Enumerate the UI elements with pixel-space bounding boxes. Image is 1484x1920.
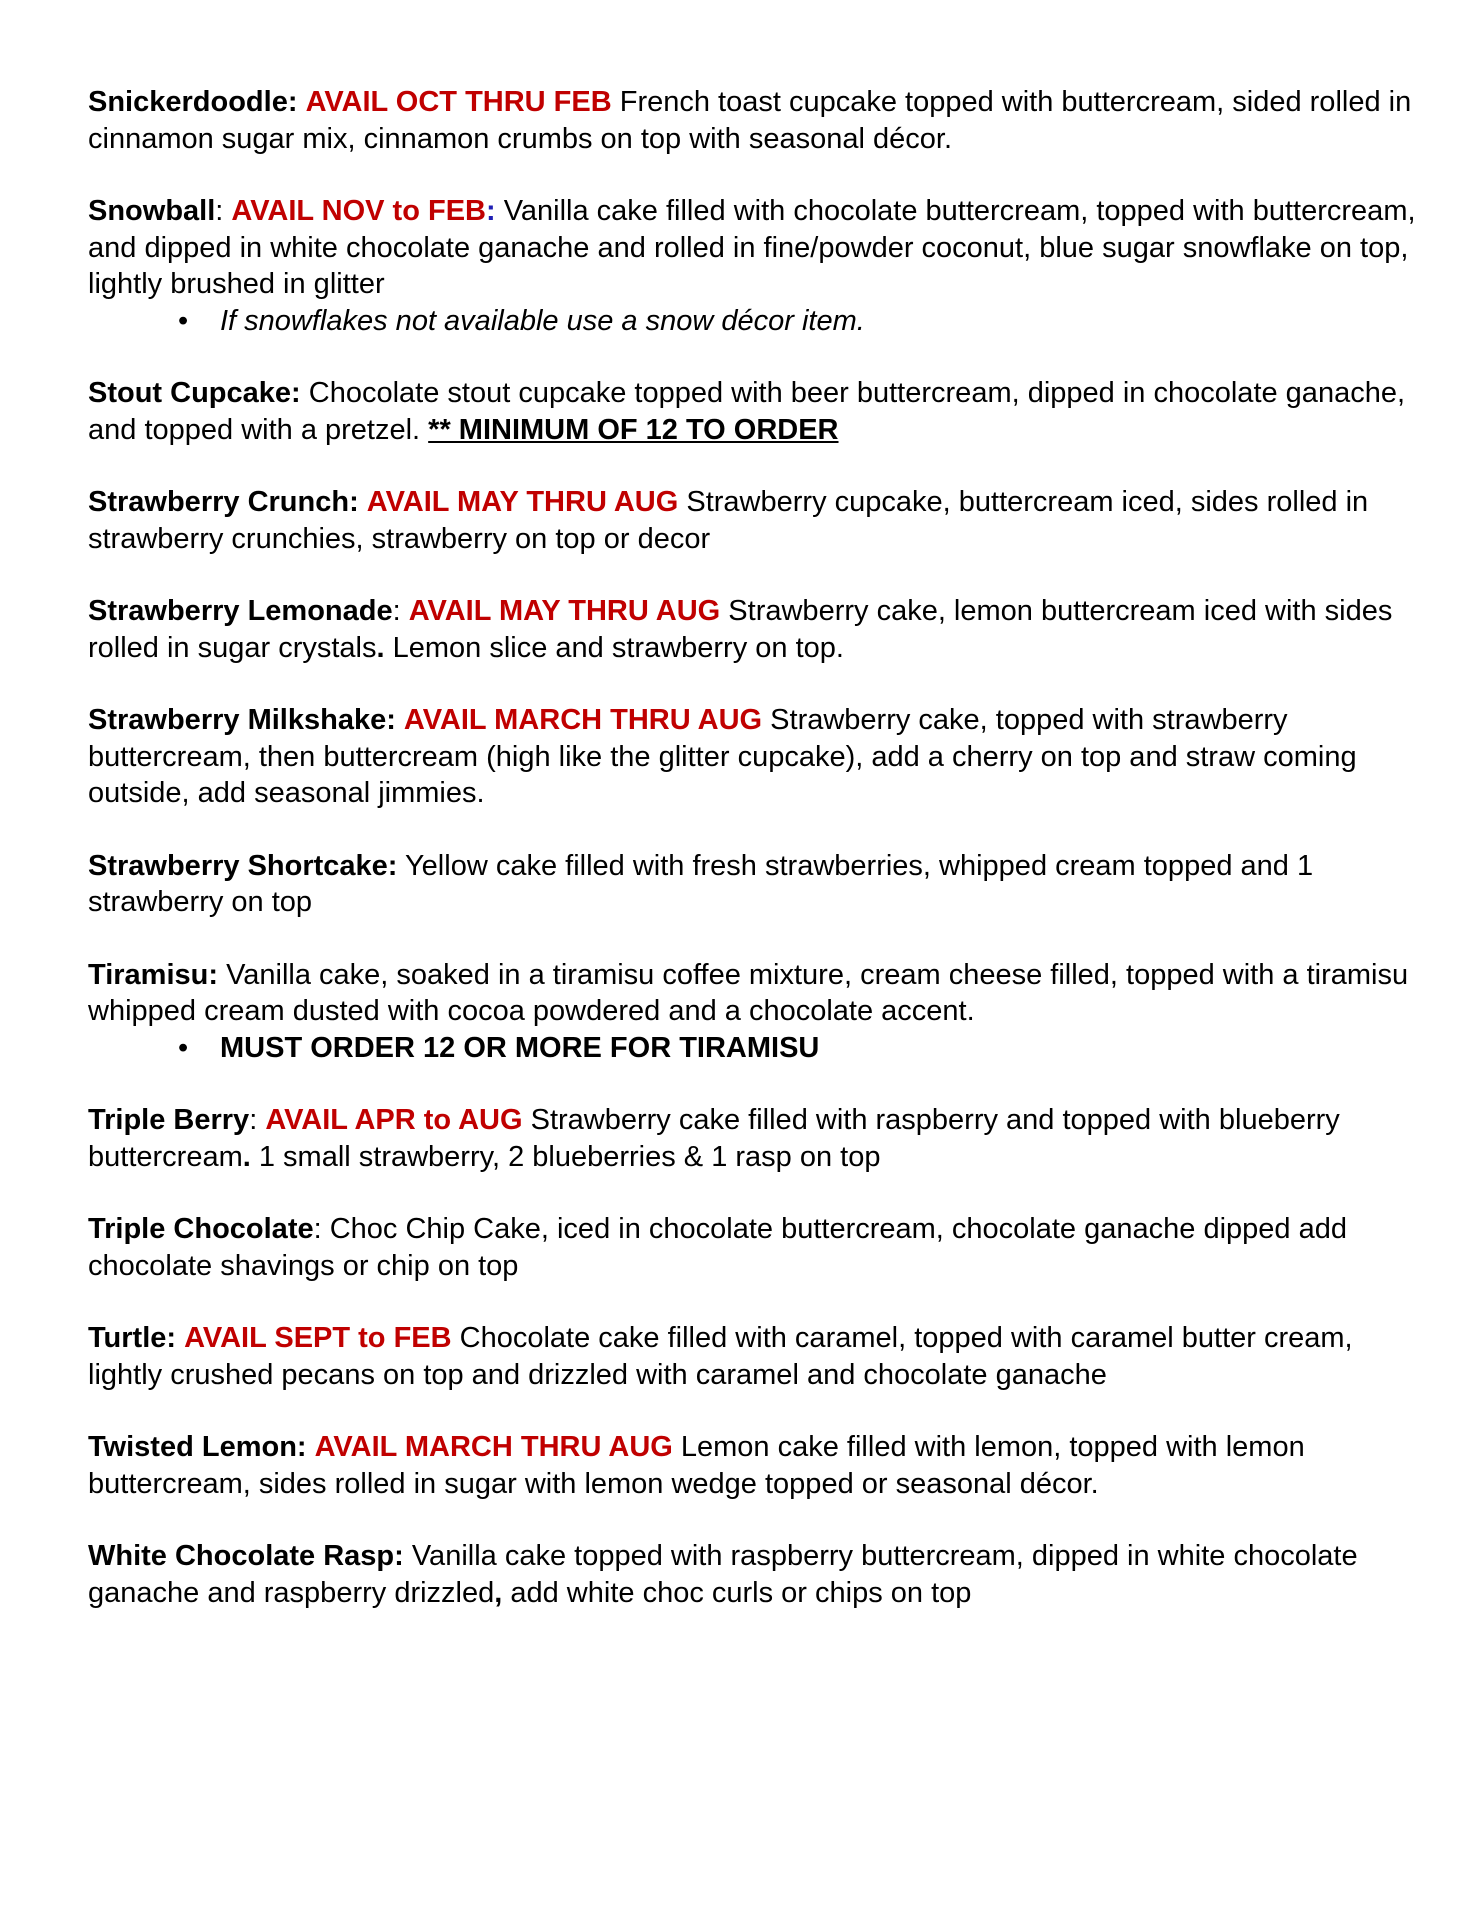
description: Chocolate cake filled with caramel, topped with caramel butter cream, lightly crushed pecans on top and drizzled with caramel and chocolate ganache bbox=[88, 1322, 1353, 1391]
availability: AVAIL APR to AUG bbox=[265, 1104, 523, 1136]
description: Chocolate stout cupcake topped with beer buttercream, dipped in chocolate ganache, and topped with a pretzel. bbox=[88, 377, 1406, 446]
bold-period: . bbox=[376, 631, 385, 664]
entry-strawberry-shortcake bbox=[88, 848, 1418, 921]
entry-triple-chocolate bbox=[88, 1211, 1418, 1284]
availability: AVAIL OCT THRU FEB bbox=[305, 86, 612, 118]
availability: AVAIL MARCH THRU AUG bbox=[314, 1431, 673, 1463]
entry-name: Strawberry Lemonade bbox=[88, 595, 393, 627]
description-tail: 1 small strawberry, 2 blueberries & 1 rasp on top bbox=[250, 1140, 881, 1173]
entry-tiramisu bbox=[88, 957, 1418, 1067]
availability: AVAIL MAY THRU AUG bbox=[408, 595, 721, 627]
bullet-text: If snowflakes not available use a snow décor item. bbox=[220, 304, 865, 337]
bullet-icon: • bbox=[178, 1031, 189, 1064]
description: : Choc Chip Cake, iced in chocolate buttercream, chocolate ganache dipped add chocolate shavings or chip on top bbox=[88, 1213, 1347, 1282]
description: French toast cupcake topped with buttercream, sided rolled in cinnamon sugar mix, cinnamon crumbs on top with seasonal décor. bbox=[88, 86, 1412, 155]
entry-name: White Chocolate Rasp: bbox=[88, 1540, 404, 1572]
entry-name: Twisted Lemon: bbox=[88, 1431, 307, 1463]
description-tail: Lemon slice and strawberry on top. bbox=[384, 631, 844, 664]
availability: AVAIL SEPT to FEB bbox=[184, 1322, 452, 1354]
separator: : bbox=[215, 195, 232, 227]
entry-white-chocolate-rasp bbox=[88, 1538, 1418, 1611]
entry-name: Strawberry Shortcake: bbox=[88, 849, 398, 882]
description-tail: add white choc curls or chips on top bbox=[502, 1576, 972, 1609]
bullet-note bbox=[88, 303, 1418, 340]
entry-name: Strawberry Crunch: bbox=[88, 486, 359, 518]
description: Strawberry cake, lemon buttercream iced with sides rolled in sugar crystals bbox=[88, 595, 1393, 664]
entry-strawberry-crunch bbox=[88, 484, 1418, 557]
entry-name: Strawberry Milkshake: bbox=[88, 704, 396, 736]
entry-triple-berry bbox=[88, 1102, 1418, 1175]
description: Lemon cake filled with lemon, topped with lemon buttercream, sides rolled in sugar with lemon wedge topped or seasonal décor. bbox=[88, 1431, 1305, 1500]
bullet-note bbox=[88, 1030, 1418, 1067]
description: Yellow cake filled with fresh strawberries, whipped cream topped and 1 strawberry on top bbox=[88, 849, 1314, 918]
entry-name: Stout Cupcake: bbox=[88, 377, 301, 409]
entry-name: Triple Chocolate bbox=[88, 1213, 314, 1245]
entry-snowball bbox=[88, 193, 1418, 339]
entry-twisted-lemon bbox=[88, 1429, 1418, 1502]
bold-comma: , bbox=[494, 1576, 503, 1609]
minimum-order-note: ** MINIMUM OF 12 TO ORDER bbox=[428, 413, 839, 446]
bullet-text: MUST ORDER 12 OR MORE FOR TIRAMISU bbox=[220, 1031, 820, 1064]
bold-period: . bbox=[242, 1140, 251, 1173]
description: Vanilla cake topped with raspberry buttercream, dipped in white chocolate ganache and raspberry drizzled bbox=[88, 1540, 1358, 1609]
entry-name: Snowball bbox=[88, 195, 216, 227]
description: Strawberry cake, topped with strawberry buttercream, then buttercream (high like the glitter cupcake), add a cherry on top and straw coming outside, add seasonal jimmies. bbox=[88, 704, 1357, 809]
entry-name: Tiramisu: bbox=[88, 958, 219, 991]
menu-page bbox=[88, 84, 1418, 1647]
separator: : bbox=[392, 595, 409, 627]
entry-name: Triple Berry bbox=[88, 1104, 250, 1136]
entry-name: Turtle: bbox=[88, 1322, 177, 1354]
entry-stout-cupcake bbox=[88, 375, 1418, 448]
entry-turtle bbox=[88, 1320, 1418, 1393]
entry-strawberry-lemonade bbox=[88, 593, 1418, 666]
entry-name: Snickerdoodle: bbox=[88, 86, 298, 118]
entry-snickerdoodle bbox=[88, 84, 1418, 157]
blue-colon: : bbox=[485, 195, 496, 227]
availability: AVAIL NOV to FEB bbox=[231, 195, 486, 227]
bullet-icon: • bbox=[178, 304, 189, 337]
separator: : bbox=[249, 1104, 266, 1136]
entry-strawberry-milkshake bbox=[88, 702, 1418, 812]
description: Vanilla cake filled with chocolate buttercream, topped with buttercream, and dipped in white chocolate ganache and rolled in fine/powder coconut, blue sugar snowflake on top, lightly brushed in glitter bbox=[88, 195, 1416, 300]
description: Vanilla cake, soaked in a tiramisu coffee mixture, cream cheese filled, topped with a tiramisu whipped cream dusted with cocoa powdered and a chocolate accent. bbox=[88, 958, 1409, 1027]
availability: AVAIL MAY THRU AUG bbox=[366, 486, 679, 518]
description: Strawberry cake filled with raspberry and topped with blueberry buttercream bbox=[88, 1104, 1340, 1173]
availability: AVAIL MARCH THRU AUG bbox=[403, 704, 763, 736]
description: Strawberry cupcake, buttercream iced, sides rolled in strawberry crunchies, strawberry on top or decor bbox=[88, 486, 1369, 555]
